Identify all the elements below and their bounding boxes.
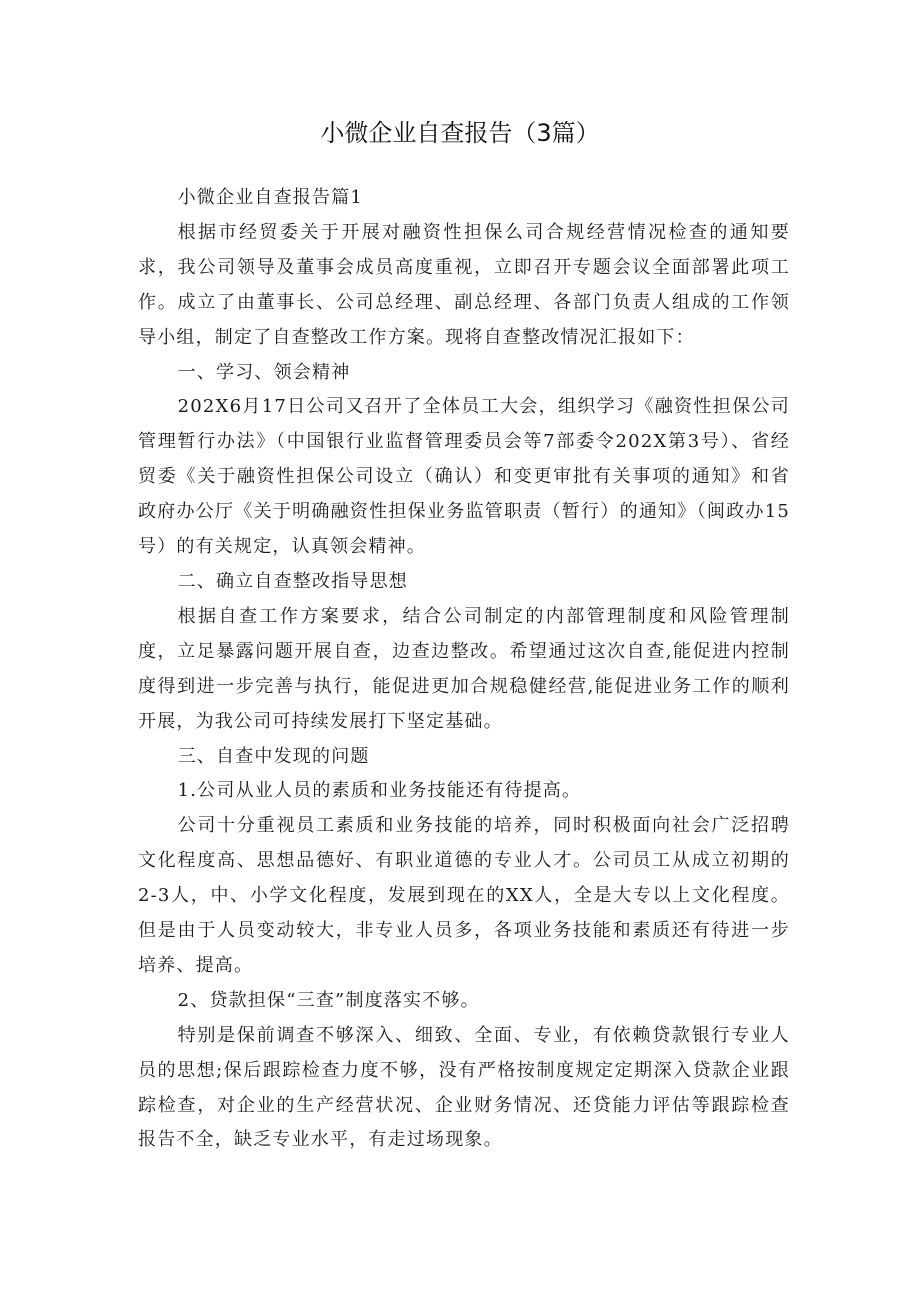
problem-1-heading: 1.公司从业人员的素质和业务技能还有待提高。 [177,780,582,802]
guiding-thought-paragraph: 根据自查工作方案要求，结合公司制定的内部管理制度和风险管理制度，立足暴露问题开展自查，边查边整改。希望通过这次自查,能促进内控制度得到进一步完善与执行，能促进更加合规稳健经营,能促进业务工作的顺利开展，为我公司可持续发展打下坚定基础。 [138,605,790,732]
section-heading-problems: 三、自查中发现的问题 [177,745,370,767]
section-heading-study: 一、学习、领会精神 [177,361,351,383]
problem-2-paragraph: 特别是保前调查不够深入、细致、全面、专业，有依赖贷款银行专业人员的思想;保后跟踪检查力度不够，没有严格按制度规定定期深入贷款企业跟踪检查，对企业的生产经营状况、企业财务情况、还贷能力评估等跟踪检查报告不全，缺乏专业水平，有走过场现象。 [138,1024,790,1151]
section-heading-guiding-thought: 二、确立自查整改指导思想 [177,570,408,592]
document-body [138,181,790,1158]
intro-paragraph: 根据市经贸委关于开展对融资性担保么司合规经营情况检查的通知要求，我公司领导及董事会成员高度重视，立即召开专题会议全面部署此项工作。成立了由董事长、公司总经理、副总经理、各部门负责人组成的工作领导小组，制定了自查整改工作方案。现将自查整改情况汇报如下： [138,221,790,348]
problem-1-paragraph: 公司十分重视员工素质和业务技能的培养，同时积极面向社会广泛招聘文化程度高、思想品德好、有职业道德的专业人才。公司员工从成立初期的2-3人，中、小学文化程度，发展到现在的XX人，全是大专以上文化程度。但是由于人员变动较大，非专业人员多，各项业务技能和素质还有待进一步培养、提高。 [138,815,790,976]
study-paragraph: 202X6月17日公司又召开了全体员工大会，组织学习《融资性担保公司管理暂行办法》（中国银行业监督管理委员会等7部委令202X第3号）、省经贸委《关于融资性担保公司设立（确认）和变更审批有关事项的通知》和省政府办公厅《关于明确融资性担保业务监管职责（暂行）的通知》（闽政办15号）的有关规定，认真领会精神。 [138,396,790,558]
problem-2-heading: 2、贷款担保“三查”制度落实不够。 [177,989,480,1011]
section-heading-report-1: 小微企业自查报告篇1 [177,187,364,208]
document-title: 小微企业自查报告（3篇） [320,119,600,147]
